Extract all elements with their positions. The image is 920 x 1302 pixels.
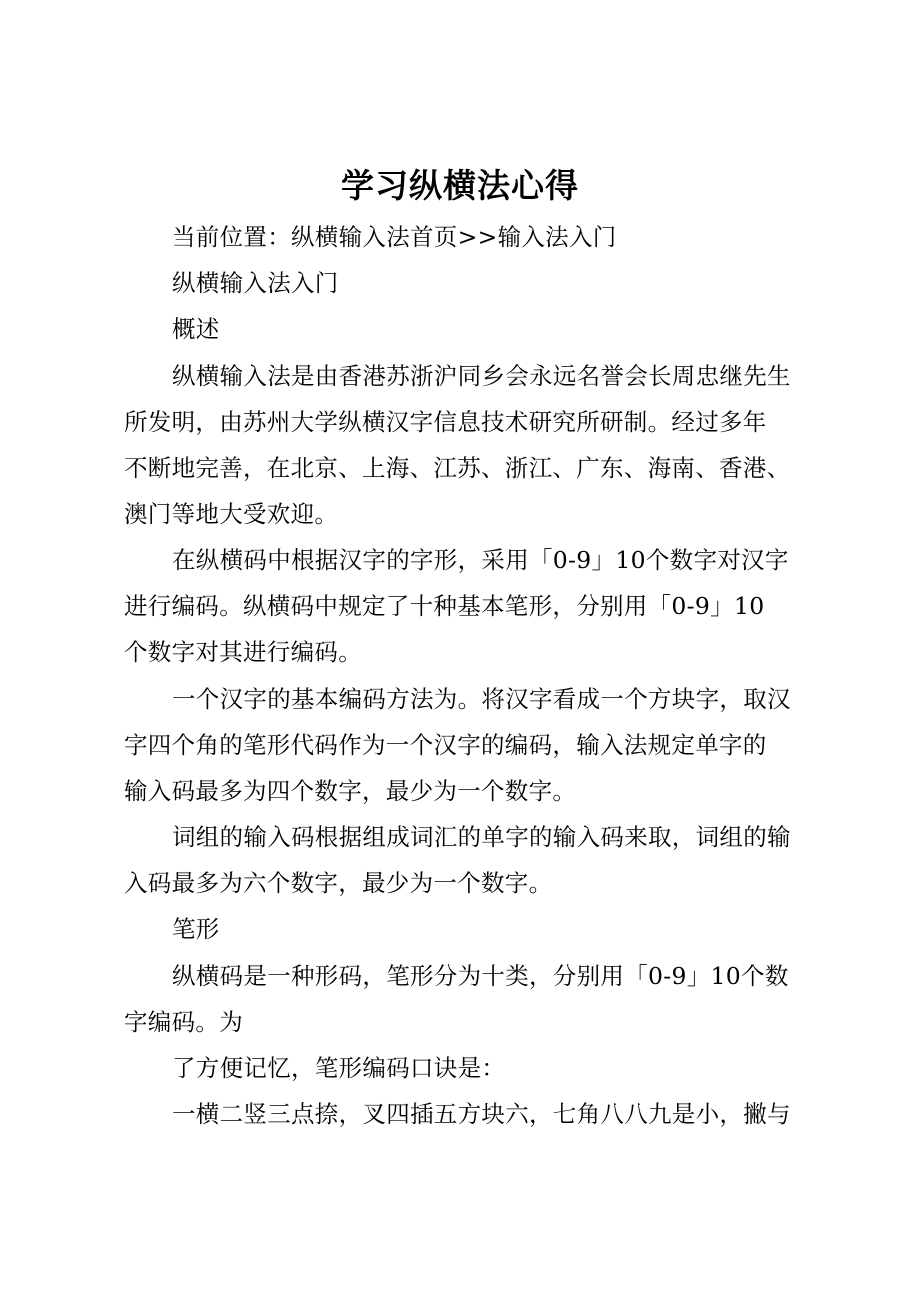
subsection-heading: 笔形	[172, 915, 220, 943]
paragraph-line: 所发明，由苏州大学纵横汉字信息技术研究所研制。经过多年	[124, 408, 767, 436]
paragraph-line: 在纵横码中根据汉字的字形，采用「0-9」10个数字对汉字	[172, 546, 789, 574]
paragraph-line: 个数字对其进行编码。	[124, 638, 362, 666]
section-heading: 纵横输入法入门	[172, 269, 339, 297]
subsection-heading: 概述	[172, 315, 220, 343]
breadcrumb-line: 当前位置：纵横输入法首页>>输入法入门	[172, 223, 617, 251]
paragraph-line: 进行编码。纵横码中规定了十种基本笔形，分别用「0-9」10	[124, 592, 765, 620]
paragraph-line: 词组的输入码根据组成词汇的单字的输入码来取，词组的输	[172, 823, 791, 851]
paragraph-line: 纵横输入法是由香港苏浙沪同乡会永远名誉会长周忠继先生	[172, 362, 791, 390]
paragraph-line: 了方便记忆，笔形编码口诀是：	[172, 1054, 506, 1082]
paragraph-line: 纵横码是一种形码，笔形分为十类，分别用「0-9」10个数	[172, 962, 789, 990]
document-title: 学习纵横法心得	[341, 166, 579, 205]
paragraph-line: 一横二竖三点捺，叉四插五方块六，七角八八九是小，撇与	[172, 1100, 791, 1128]
paragraph-line: 字编码。为	[124, 1008, 243, 1036]
paragraph-line: 一个汉字的基本编码方法为。将汉字看成一个方块字，取汉	[172, 685, 791, 713]
paragraph-line: 输入码最多为四个数字，最少为一个数字。	[124, 777, 577, 805]
paragraph-line: 不断地完善，在北京、上海、江苏、浙江、广东、海南、香港、	[124, 454, 791, 482]
paragraph-line: 澳门等地大受欢迎。	[124, 500, 339, 528]
paragraph-line: 入码最多为六个数字，最少为一个数字。	[124, 869, 553, 897]
paragraph-line: 字四个角的笔形代码作为一个汉字的编码，输入法规定单字的	[124, 731, 767, 759]
